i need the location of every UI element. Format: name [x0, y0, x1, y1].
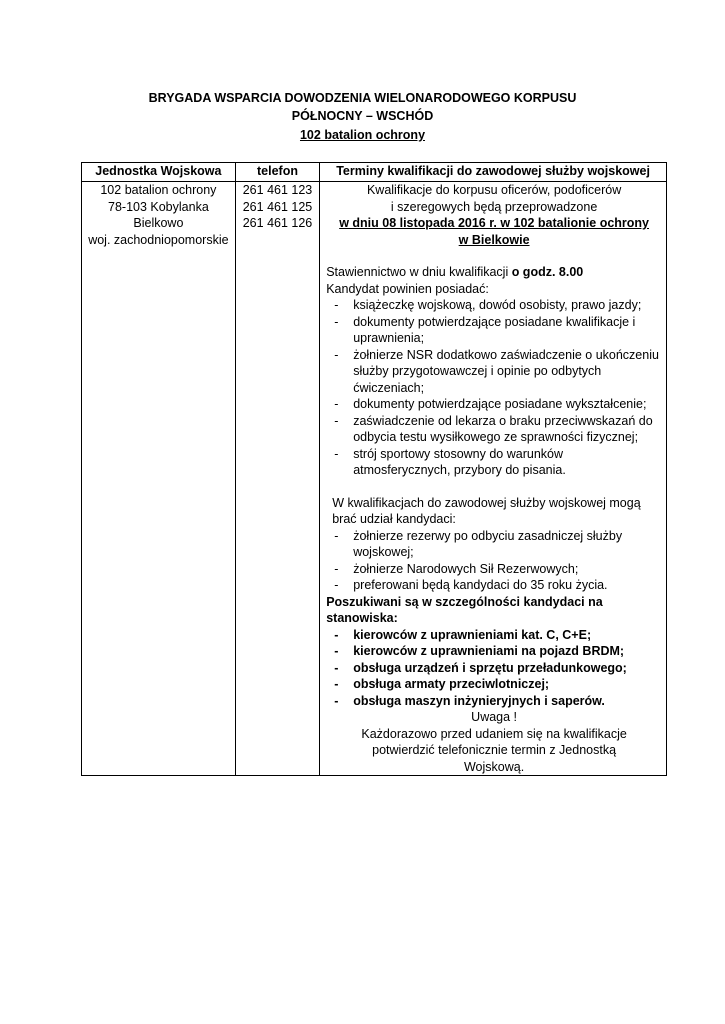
list-item: - strój sportowy stosowny do warunków atmosferycznych, przybory do pisania.: [326, 446, 662, 479]
list-item: - preferowani będą kandydaci do 35 roku życia.: [326, 577, 662, 594]
requirements-list: [326, 297, 662, 479]
table-header-row: [82, 163, 667, 182]
arrival-line: [326, 264, 662, 281]
note-text: potwierdzić telefonicznie termin z Jednostką: [372, 743, 617, 757]
positions-intro: Poszukiwani są w szczególności kandydaci na stanowiska:: [326, 594, 603, 625]
unit-town: Bielkowo: [133, 216, 184, 230]
note-title: Uwaga !: [471, 710, 518, 724]
phone-number: 261 461 123: [242, 183, 313, 197]
column-header-unit: Jednostka Wojskowa: [82, 163, 236, 182]
note-text: Każdorazowo przed udaniem się na kwalifikacje: [361, 726, 627, 741]
requirements-intro: Kandydat powinien posiadać:: [326, 281, 489, 296]
header-line-2: PÓŁNOCNY – WSCHÓD: [291, 109, 434, 123]
phone-cell: [235, 182, 319, 776]
intro-line: i szeregowych będą przeprowadzone: [390, 199, 598, 214]
positions-list: [326, 627, 662, 710]
list-item: - książeczkę wojskową, dowód osobisty, prawo jazdy;: [326, 297, 662, 314]
qualification-place: w Bielkowie: [458, 232, 530, 247]
terms-cell: [320, 182, 667, 776]
list-item: - żołnierze Narodowych Sił Rezerwowych;: [326, 561, 662, 578]
phone-number: 261 461 125: [242, 199, 313, 214]
arrival-time: o godz. 8.00: [511, 265, 584, 279]
recruitment-table: [81, 162, 667, 776]
list-item: - obsługa armaty przeciwlotniczej;: [326, 676, 662, 693]
header-line-1: BRYGADA WSPARCIA DOWODZENIA WIELONARODOWEGO KORPUSU: [148, 91, 577, 105]
unit-region: woj. zachodniopomorskie: [88, 232, 229, 247]
list-item: - dokumenty potwierdzające posiadane kwalifikacje i uprawnienia;: [326, 314, 662, 347]
table-row: [82, 182, 667, 776]
qualification-date: w dniu 08 listopada 2016 r. w 102 batalionie ochrony: [339, 216, 650, 230]
unit-cell: [82, 182, 236, 776]
unit-name: 102 batalion ochrony: [100, 183, 217, 197]
list-item: - obsługa urządzeń i sprzętu przeładunkowego;: [326, 660, 662, 677]
list-item: - żołnierze NSR dodatkowo zaświadczenie o ukończeniu służby przygotowawczej i opinie po odbytych ćwiczeniach;: [326, 347, 662, 397]
note-text: Wojskową.: [463, 759, 525, 774]
column-header-phone: telefon: [235, 163, 319, 182]
list-item: - kierowców z uprawnieniami na pojazd BRDM;: [326, 643, 662, 660]
header-line-3: 102 batalion ochrony: [299, 128, 426, 142]
list-item: - żołnierze rezerwy po odbyciu zasadniczej służby wojskowej;: [326, 528, 662, 561]
list-item: - dokumenty potwierdzające posiadane wykształcenie;: [326, 396, 662, 413]
list-item: - obsługa maszyn inżynieryjnych i saperów.: [326, 693, 662, 710]
list-item: - zaświadczenie od lekarza o braku przeciwwskazań do odbycia testu wysiłkowego ze sprawności fizycznej;: [326, 413, 662, 446]
candidates-list: [326, 528, 662, 594]
column-header-terms: Terminy kwalifikacji do zawodowej służby wojskowej: [320, 163, 667, 182]
intro-line: Kwalifikacje do korpusu oficerów, podoficerów: [366, 183, 622, 197]
list-item: - kierowców z uprawnieniami kat. C, C+E;: [326, 627, 662, 644]
arrival-text: Stawiennictwo w dniu kwalifikacji: [326, 265, 512, 279]
phone-number: 261 461 126: [242, 216, 313, 230]
candidates-intro: W kwalifikacjach do zawodowej służby wojskowej mogą brać udział kandydaci:: [332, 495, 641, 526]
unit-postal: 78-103 Kobylanka: [108, 199, 209, 214]
